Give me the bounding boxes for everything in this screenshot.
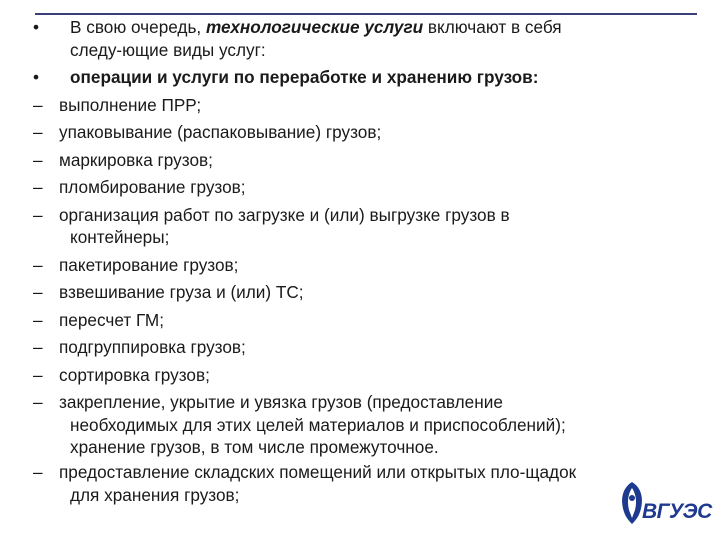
dash-marker: –: [33, 122, 43, 143]
logo-text: ВГУЭС: [642, 500, 712, 523]
dash-marker: –: [33, 282, 43, 303]
intro-suffix: включают в себя: [423, 17, 562, 37]
service-list: [33, 94, 663, 507]
intro-emphasis: технологические услуги: [205, 17, 424, 37]
list-item-continuation: хранение грузов, в том числе промежуточное.: [70, 437, 439, 458]
list-item-continuation: контейнеры;: [70, 227, 170, 248]
section-heading: операции и услуги по переработке и хранению грузов:: [70, 67, 539, 88]
list-item-text: пакетирование грузов;: [59, 254, 239, 275]
dash-marker: –: [33, 309, 43, 330]
list-item-text: сортировка грузов;: [59, 364, 210, 385]
list-item: [33, 281, 663, 304]
intro-prefix: В свою очередь,: [70, 17, 206, 37]
list-item: [33, 391, 663, 459]
list-item-text: пересчет ГМ;: [59, 309, 164, 330]
dash-marker: –: [33, 177, 43, 198]
list-item: [33, 121, 663, 144]
dash-marker: –: [33, 337, 43, 358]
list-item: [33, 254, 663, 277]
list-item: [33, 336, 663, 359]
top-rule: [35, 13, 697, 15]
list-item-text: выполнение ПРР;: [59, 94, 202, 115]
dash-marker: –: [33, 94, 43, 115]
list-item: [33, 176, 663, 199]
list-item-text: организация работ по загрузке и (или) выгрузке грузов в: [59, 204, 510, 225]
list-item-text: предоставление складских помещений или открытых пло-щадок: [59, 462, 577, 483]
dash-marker: –: [33, 149, 43, 170]
bullet-marker: •: [33, 17, 40, 37]
list-item-continuation: необходимых для этих целей материалов и приспособлений);: [70, 414, 566, 435]
intro-continuation: следу-ющие виды услуг:: [70, 39, 266, 60]
list-item: [33, 309, 663, 332]
dash-marker: –: [33, 254, 43, 275]
list-item: [33, 364, 663, 387]
list-item-text: пломбирование грузов;: [59, 177, 246, 198]
slide-content: [33, 16, 663, 511]
list-item-text: закрепление, укрытие и увязка грузов (предоставление: [59, 392, 503, 412]
dash-marker: –: [33, 462, 43, 483]
dash-marker: –: [33, 392, 43, 412]
list-item-text: взвешивание груза и (или) ТС;: [59, 282, 304, 303]
bullet-marker: •: [33, 67, 40, 88]
list-item: [33, 94, 663, 117]
list-item: [33, 461, 663, 506]
intro-paragraph: [33, 16, 663, 61]
list-item-text: упаковывание (распаковывание) грузов;: [59, 122, 382, 143]
list-item-continuation: для хранения грузов;: [70, 484, 240, 505]
list-item-text: маркировка грузов;: [59, 149, 213, 170]
list-item: [33, 204, 663, 249]
dash-marker: –: [33, 204, 43, 225]
heading-paragraph: [33, 66, 663, 89]
dash-marker: –: [33, 364, 43, 385]
list-item-text: подгруппировка грузов;: [59, 337, 246, 358]
university-logo: [612, 478, 712, 528]
list-item: [33, 149, 663, 172]
